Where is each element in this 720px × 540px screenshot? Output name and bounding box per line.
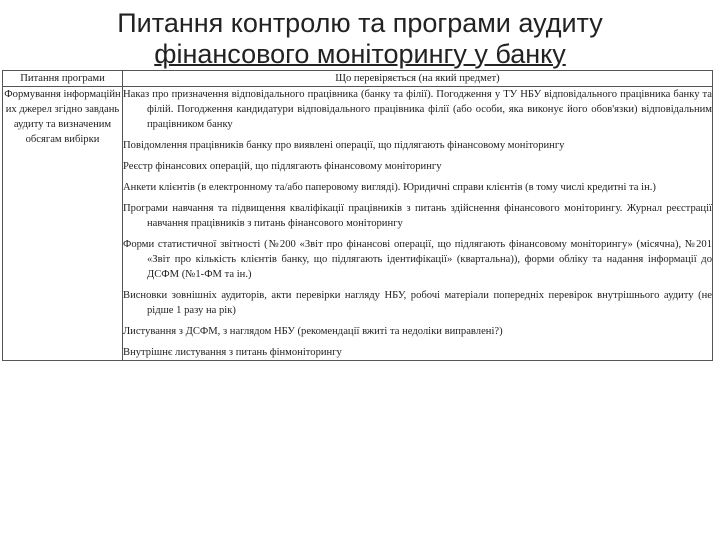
- slide-title-line-1: Питання контролю та програми аудиту: [117, 8, 603, 38]
- slide-title-line-2: фінансового моніторингу у банку: [154, 39, 566, 69]
- checked-items-cell: [123, 87, 713, 361]
- checked-item: Висновки зовнішніх аудиторів, акти перевірки нагляду НБУ, робочі матеріали попередніх перевірок внутрішнього аудиту (не рідше 1 разу на рік): [123, 290, 712, 316]
- checked-item: Програми навчання та підвищення кваліфікації працівників з питань здійснення фінансового моніторингу. Журнал реєстрації навчання працівників з питань фінансового моніторингу: [123, 203, 712, 229]
- checked-item: Реєстр фінансових операцій, що підлягають фінансовому моніторингу: [123, 161, 442, 172]
- question-cell: Формування інформаційн их джерел згідно завдань аудиту та визначеним обсягам вибірки: [3, 87, 123, 361]
- table-header-row: [3, 71, 713, 87]
- table-row: [3, 87, 713, 361]
- checked-item: Форми статистичної звітності (№200 «Звіт про фінансові операції, що підлягають фінансовому моніторингу» (місячна), №201 «Звіт про кількість клієнтів банку, що підлягають ідентифікації» (квартальна)), форми обліку та надання інформації до ДСФМ (№1-ФМ та ін.): [123, 239, 712, 280]
- audit-program-table: [2, 70, 713, 361]
- checked-item: Внутрішнє листування з питань фінмоніторингу: [123, 347, 342, 358]
- checked-item: Анкети клієнтів (в електронному та/або паперовому вигляді). Юридичні справи клієнтів (в тому числі кредитні та ін.): [123, 182, 656, 193]
- slide-title: [0, 8, 720, 70]
- checked-item: Наказ про призначення відповідального працівника (банку та філії). Погодження у ТУ НБУ відповідального працівника банку та філій. Погодження кандидатури відповідального працівника філії (або особи, яка виконує його обов'язки) відповідальним працівником банку: [123, 89, 712, 130]
- checked-item: Повідомлення працівників банку про виявлені операції, що підлягають фінансовому моніторингу: [123, 140, 565, 151]
- column-header-question: Питання програми: [3, 71, 123, 87]
- column-header-checked-subject: Що перевіряється (на який предмет): [123, 71, 713, 87]
- checked-item: Листування з ДСФМ, з наглядом НБУ (рекомендації вжиті та недоліки виправлені?): [123, 326, 503, 337]
